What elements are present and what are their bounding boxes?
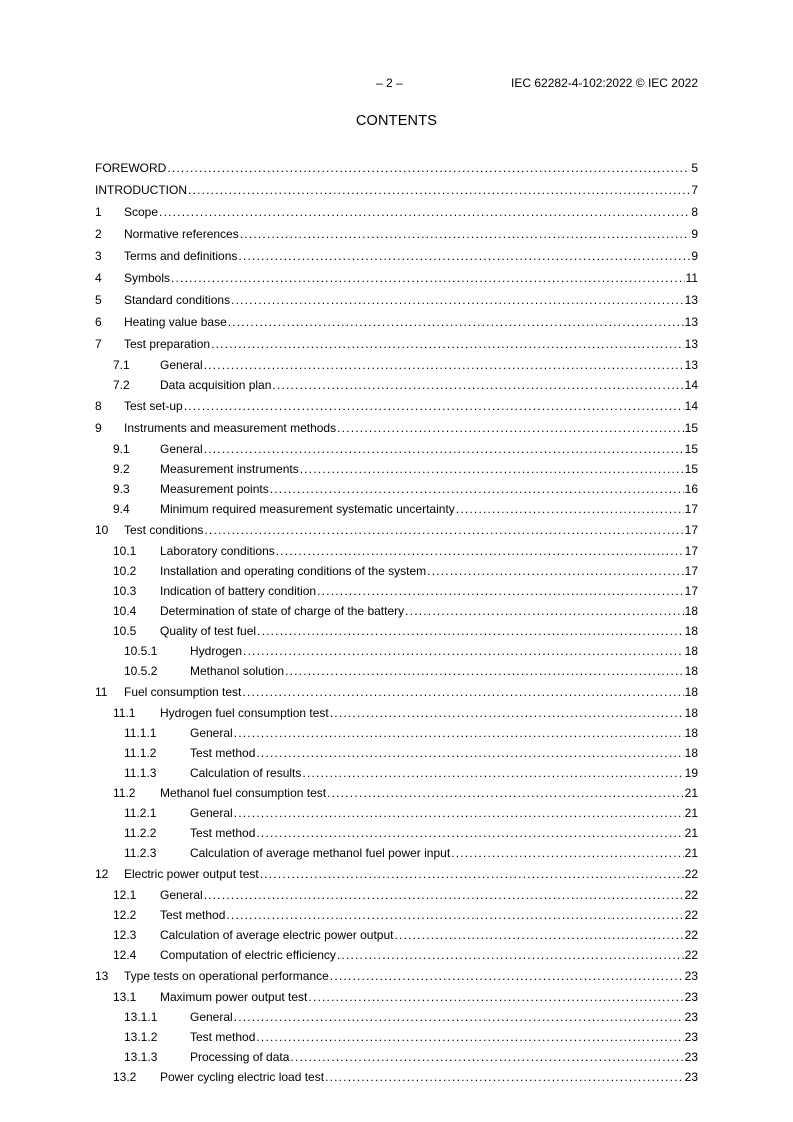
toc-entry-number: 9.4 <box>113 502 130 516</box>
toc-entry-label: Instruments and measurement methods <box>124 417 337 439</box>
dot-leader <box>327 783 684 803</box>
toc-entry-number: 5 <box>95 293 102 307</box>
toc-entry-number: 10.2 <box>113 564 137 578</box>
toc-entry-page: 23 <box>684 1067 698 1087</box>
toc-entry-label: Test method <box>160 905 226 925</box>
toc-entry-label: Indication of battery condition <box>160 581 317 601</box>
toc-entry-label: General <box>190 1007 234 1027</box>
toc-entry[interactable] <box>95 417 698 439</box>
toc-entry-number: 11.1.1 <box>124 726 157 740</box>
toc-entry-label: Type tests on operational performance <box>124 965 330 987</box>
toc-entry[interactable] <box>95 499 698 519</box>
toc-entry-page: 5 <box>690 157 698 179</box>
toc-entry-number: 12.3 <box>113 928 137 942</box>
page-number: – 2 – <box>376 76 403 90</box>
toc-entry[interactable] <box>95 703 698 723</box>
toc-entry-label: General <box>160 439 204 459</box>
dot-leader <box>240 223 691 245</box>
toc-entry-label: Measurement instruments <box>160 459 300 479</box>
dot-leader <box>300 459 684 479</box>
toc-entry-label: Normative references <box>124 223 240 245</box>
toc-entry-label: Computation of electric efficiency <box>160 945 337 965</box>
toc-entry-number: 11.2 <box>113 786 136 800</box>
toc-entry[interactable] <box>95 561 698 581</box>
dot-leader <box>204 885 684 905</box>
toc-entry-page: 22 <box>684 885 698 905</box>
toc-entry-page: 11 <box>685 267 698 289</box>
toc-entry-page: 18 <box>684 743 698 763</box>
toc-entry-label: Test method <box>190 1027 256 1047</box>
toc-entry-page: 22 <box>684 945 698 965</box>
dot-leader <box>270 479 684 499</box>
toc-entry-label: Determination of state of charge of the battery <box>160 601 405 621</box>
toc-entry[interactable] <box>95 763 698 783</box>
dot-leader <box>204 355 684 375</box>
toc-entry-number: 13.2 <box>113 1070 137 1084</box>
toc-entry-number: 6 <box>95 315 102 329</box>
toc-entry-page: 17 <box>684 581 698 601</box>
toc-entry-number: 12.1 <box>113 888 137 902</box>
toc-entry[interactable] <box>95 355 698 375</box>
dot-leader <box>204 439 684 459</box>
toc-entry-page: 18 <box>684 723 698 743</box>
dot-leader <box>242 681 683 703</box>
toc-entry[interactable] <box>95 519 698 541</box>
toc-entry-label: Quality of test fuel <box>160 621 257 641</box>
toc-entry-page: 21 <box>684 823 698 843</box>
toc-entry-number: 11.1.3 <box>124 766 157 780</box>
toc-entry[interactable] <box>95 925 698 945</box>
toc-entry-number: 13.1.1 <box>124 1010 158 1024</box>
toc-entry-number: 10.5.2 <box>124 664 158 678</box>
dot-leader <box>325 1067 684 1087</box>
toc-entry-label: Electric power output test <box>124 863 260 885</box>
toc-entry-page: 18 <box>684 661 698 681</box>
toc-entry[interactable] <box>95 601 698 621</box>
toc-entry-number: 9 <box>95 421 102 435</box>
toc-entry-label: Hydrogen <box>190 641 243 661</box>
dot-leader <box>226 905 683 925</box>
toc-entry[interactable] <box>95 681 698 703</box>
toc-entry-label: General <box>160 355 204 375</box>
toc-entry[interactable] <box>95 333 698 355</box>
toc-entry[interactable] <box>95 905 698 925</box>
dot-leader <box>272 375 683 395</box>
toc-entry-number: 10 <box>95 523 109 537</box>
dot-leader <box>256 823 683 843</box>
toc-entry-number: 4 <box>95 271 102 285</box>
toc-entry[interactable] <box>95 885 698 905</box>
toc-entry[interactable] <box>95 945 698 965</box>
toc-entry-number: 8 <box>95 399 102 413</box>
dot-leader <box>317 581 684 601</box>
toc-entry-page: 22 <box>684 863 698 885</box>
toc-entry[interactable] <box>95 965 698 987</box>
toc-entry-number: 13 <box>95 969 109 983</box>
toc-entry-number: 11.2.2 <box>124 826 157 840</box>
toc-entry-number: 10.4 <box>113 604 137 618</box>
toc-entry-page: 23 <box>684 1007 698 1027</box>
toc-entry-number: 9.3 <box>113 482 130 496</box>
toc-entry-label: Minimum required measurement systematic uncertainty <box>160 499 456 519</box>
toc-entry[interactable] <box>95 395 698 417</box>
toc-entry[interactable] <box>95 1027 698 1047</box>
toc-entry-page: 18 <box>684 641 698 661</box>
document-id: IEC 62282-4-102:2022 © IEC 2022 <box>511 76 698 90</box>
toc-entry-page: 21 <box>684 803 698 823</box>
toc-entry-number: 11.2.1 <box>124 806 157 820</box>
toc-entry-page: 17 <box>684 519 698 541</box>
dot-leader <box>308 987 683 1007</box>
toc-entry-page: 17 <box>684 561 698 581</box>
toc-entry-label: Heating value base <box>124 311 228 333</box>
toc-entry-number: 10.3 <box>113 584 137 598</box>
toc-entry-number: 13.1.2 <box>124 1030 158 1044</box>
toc-entry[interactable] <box>95 201 698 223</box>
toc-entry-page: 16 <box>684 479 698 499</box>
toc-entry-label: Measurement points <box>160 479 270 499</box>
toc-entry-page: 17 <box>684 541 698 561</box>
toc-entry-page: 18 <box>684 703 698 723</box>
dot-leader <box>234 803 684 823</box>
dot-leader <box>427 561 683 581</box>
dot-leader <box>330 965 684 987</box>
toc-entry[interactable] <box>95 245 698 267</box>
toc-entry-page: 15 <box>684 417 698 439</box>
toc-entry[interactable] <box>95 439 698 459</box>
dot-leader <box>276 541 684 561</box>
dot-leader <box>405 601 684 621</box>
toc-entry-page: 7 <box>690 179 698 201</box>
toc-entry[interactable] <box>95 311 698 333</box>
toc-entry-page: 19 <box>684 763 698 783</box>
dot-leader <box>337 417 684 439</box>
toc-entry-page: 15 <box>684 439 698 459</box>
toc-entry[interactable] <box>95 863 698 885</box>
toc-entry-label: FOREWORD <box>95 157 167 179</box>
toc-entry-label: Terms and definitions <box>124 245 238 267</box>
toc-entry-label: Test preparation <box>124 333 211 355</box>
dot-leader <box>204 519 683 541</box>
page-header <box>95 76 698 92</box>
toc-entry[interactable] <box>95 375 698 395</box>
toc-entry-label: Calculation of results <box>190 763 302 783</box>
toc-entry-number: 12 <box>95 867 109 881</box>
toc-entry[interactable] <box>95 783 698 803</box>
dot-leader <box>228 311 684 333</box>
toc-entry-number: 11.1 <box>113 706 136 720</box>
toc-entry[interactable] <box>95 743 698 763</box>
toc-entry-number: 2 <box>95 227 102 241</box>
toc-entry[interactable] <box>95 987 698 1007</box>
toc-entry[interactable] <box>95 223 698 245</box>
toc-entry-page: 23 <box>684 965 698 987</box>
toc-entry-page: 13 <box>684 333 698 355</box>
dot-leader <box>167 157 690 179</box>
toc-entry-number: 13.1.3 <box>124 1050 158 1064</box>
toc-entry-label: Scope <box>124 201 159 223</box>
toc-entry[interactable] <box>95 267 698 289</box>
dot-leader <box>159 201 690 223</box>
toc-entry[interactable] <box>95 621 698 641</box>
toc-entry-number: 3 <box>95 249 102 263</box>
toc-entry-page: 22 <box>684 925 698 945</box>
toc-entry-page: 13 <box>684 289 698 311</box>
toc-entry-page: 9 <box>690 245 698 267</box>
toc-entry-page: 23 <box>684 1027 698 1047</box>
toc-entry-number: 11.1.2 <box>124 746 157 760</box>
dot-leader <box>188 179 690 201</box>
toc-entry-label: Maximum power output test <box>160 987 308 1007</box>
toc-entry[interactable] <box>95 641 698 661</box>
toc-entry[interactable] <box>95 843 698 863</box>
toc-entry-number: 10.1 <box>113 544 137 558</box>
toc-entry-page: 18 <box>684 681 698 703</box>
toc-entry[interactable] <box>95 289 698 311</box>
toc-entry-label: Installation and operating conditions of the system <box>160 561 427 581</box>
dot-leader <box>234 723 684 743</box>
toc-entry-page: 21 <box>684 783 698 803</box>
dot-leader <box>171 267 685 289</box>
toc-entry-page: 22 <box>684 905 698 925</box>
dot-leader <box>456 499 684 519</box>
toc-entry[interactable] <box>95 1047 698 1067</box>
toc-entry-page: 9 <box>690 223 698 245</box>
dot-leader <box>256 1027 683 1047</box>
toc-entry-label: Test method <box>190 743 256 763</box>
toc-entry-number: 7.2 <box>113 378 130 392</box>
toc-entry[interactable] <box>95 581 698 601</box>
toc-entry-label: Processing of data <box>190 1047 290 1067</box>
toc-entry-label: Data acquisition plan <box>160 375 272 395</box>
toc-entry-page: 17 <box>684 499 698 519</box>
toc-entry-label: General <box>190 723 234 743</box>
toc-entry-page: 18 <box>684 601 698 621</box>
toc-entry-page: 13 <box>684 311 698 333</box>
toc-entry-page: 15 <box>684 459 698 479</box>
toc-entry[interactable] <box>95 157 698 179</box>
contents-title: CONTENTS <box>355 113 438 129</box>
toc-entry-number: 7 <box>95 337 102 351</box>
toc-entry-number: 10.5 <box>113 624 137 638</box>
toc-entry-label: Test set-up <box>124 395 184 417</box>
toc-entry-label: Power cycling electric load test <box>160 1067 325 1087</box>
toc-entry-label: Test conditions <box>124 519 204 541</box>
toc-entry[interactable] <box>95 823 698 843</box>
toc-entry[interactable] <box>95 459 698 479</box>
toc-entry[interactable] <box>95 803 698 823</box>
toc-entry-label: Methanol solution <box>190 661 285 681</box>
toc-entry-page: 23 <box>684 987 698 1007</box>
dot-leader <box>238 245 690 267</box>
toc-entry-page: 8 <box>690 201 698 223</box>
toc-entry[interactable] <box>95 1067 698 1087</box>
toc-entry-number: 13.1 <box>113 990 137 1004</box>
dot-leader <box>394 925 683 945</box>
toc-entry-number: 11 <box>95 685 108 699</box>
toc-entry-page: 14 <box>684 375 698 395</box>
toc-entry-label: Methanol fuel consumption test <box>160 783 327 803</box>
toc-entry-label: General <box>160 885 204 905</box>
toc-entry-page: 21 <box>684 843 698 863</box>
dot-leader <box>302 763 683 783</box>
toc-entry-label: Hydrogen fuel consumption test <box>160 703 330 723</box>
dot-leader <box>451 843 683 863</box>
toc-entry-label: Calculation of average electric power output <box>160 925 394 945</box>
toc-entry-number: 1 <box>95 205 102 219</box>
toc-entry-page: 23 <box>684 1047 698 1067</box>
dot-leader <box>231 289 684 311</box>
toc-entry-number: 7.1 <box>113 358 130 372</box>
table-of-contents <box>95 157 698 1087</box>
toc-entry[interactable] <box>95 541 698 561</box>
toc-entry-label: Laboratory conditions <box>160 541 276 561</box>
dot-leader <box>337 945 684 965</box>
dot-leader <box>184 395 684 417</box>
toc-entry-page: 13 <box>684 355 698 375</box>
toc-entry-label: Calculation of average methanol fuel power input <box>190 843 451 863</box>
toc-entry-label: Symbols <box>124 267 171 289</box>
toc-entry-page: 18 <box>684 621 698 641</box>
dot-leader <box>256 743 683 763</box>
toc-entry-number: 11.2.3 <box>124 846 157 860</box>
dot-leader <box>211 333 684 355</box>
dot-leader <box>234 1007 684 1027</box>
toc-entry-number: 12.4 <box>113 948 137 962</box>
toc-entry[interactable] <box>95 1007 698 1027</box>
toc-entry-label: General <box>190 803 234 823</box>
toc-entry-label: INTRODUCTION <box>95 179 188 201</box>
toc-entry[interactable] <box>95 179 698 201</box>
toc-entry-number: 10.5.1 <box>124 644 158 658</box>
toc-entry[interactable] <box>95 661 698 681</box>
toc-entry-page: 14 <box>684 395 698 417</box>
dot-leader <box>260 863 684 885</box>
toc-entry-label: Fuel consumption test <box>124 681 242 703</box>
toc-entry-number: 12.2 <box>113 908 137 922</box>
dot-leader <box>285 661 684 681</box>
dot-leader <box>290 1047 683 1067</box>
toc-entry[interactable] <box>95 723 698 743</box>
toc-entry-number: 9.2 <box>113 462 130 476</box>
toc-entry-label: Test method <box>190 823 256 843</box>
dot-leader <box>257 621 684 641</box>
dot-leader <box>243 641 684 661</box>
toc-entry-number: 9.1 <box>113 442 130 456</box>
dot-leader <box>330 703 684 723</box>
toc-entry[interactable] <box>95 479 698 499</box>
toc-entry-label: Standard conditions <box>124 289 231 311</box>
